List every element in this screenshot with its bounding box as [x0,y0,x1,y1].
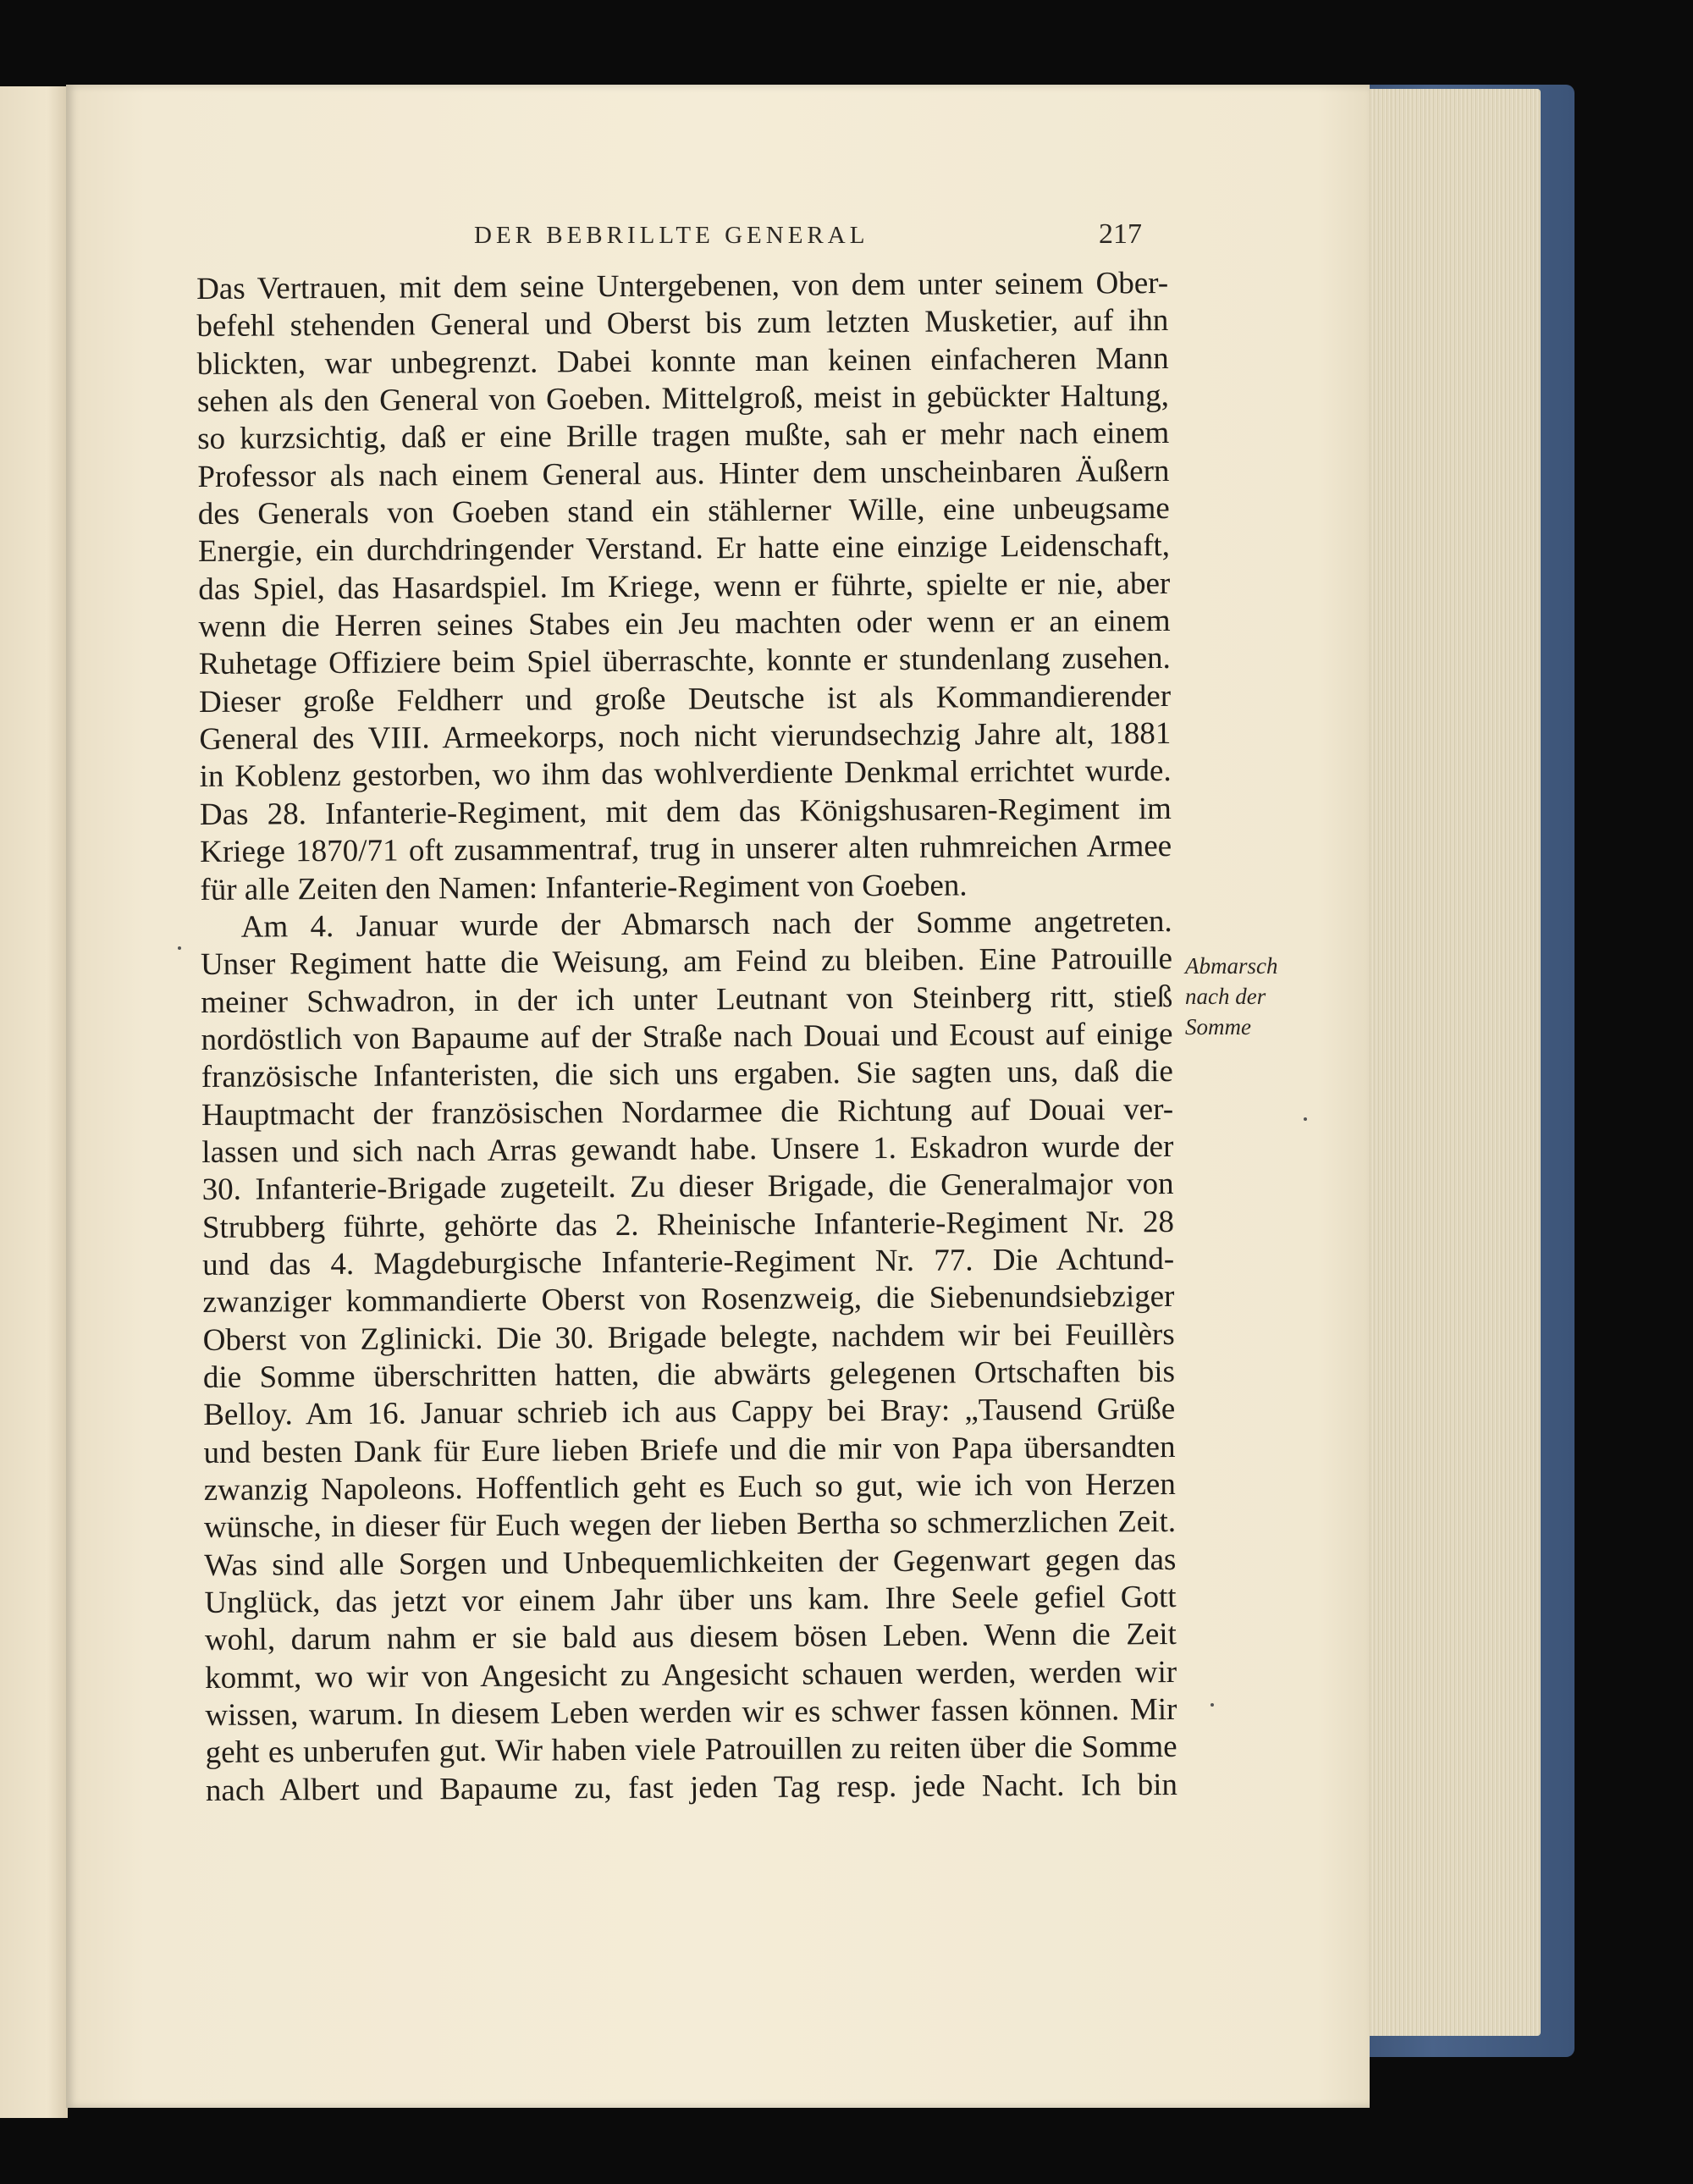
text-line: in Koblenz gestorben, wo ihm das wohlverdiente Denkmal errichtet wurde. [199,753,1172,795]
margin-note-line: Abmarsch [1185,953,1278,979]
text-line: Unser Regiment hatte die Weisung, am Feind zu bleiben. Eine Patrouille [200,941,1173,983]
text-line: wünsche, in dieser für Euch wegen der lieben Bertha so schmerzlichen Zeit. [203,1504,1177,1546]
text-line: Kriege 1870/71 oft zusammentraf, trug in unserer alten ruhmreichen Armee [200,829,1172,870]
text-line: befehl stehenden General und Oberst bis zum letzten Musketier, auf ihn [196,303,1169,345]
text-line: sehen als den General von Goeben. Mittelgroß, meist in gebückter Haltung, [196,378,1170,420]
text-line: Am 4. Januar wurde der Abmarsch nach der Somme angetreten. [240,903,1172,945]
text-line: Strubberg führte, gehörte das 2. Rheinische Infanterie-Regiment Nr. 28 [201,1204,1175,1245]
text-line: Professor als nach einem General aus. Hinter dem unscheinbaren Äußern [197,453,1170,494]
text-line: blickten, war unbegrenzt. Dabei konnte man keinen einfacheren Mann [196,340,1169,382]
text-line: kommt, wo wir von Angesicht zu Angesicht schauen werden, werden wir [205,1654,1177,1696]
text-line: geht es unberufen gut. Wir haben viele Patrouillen zu reiten über die Somme [205,1729,1177,1771]
text-line: nach Albert und Bapaume zu, fast jeden Tag resp. jede Nacht. Ich bin [205,1767,1178,1808]
text-line: das Spiel, das Hasardspiel. Im Kriege, wenn er führte, spielte er nie, aber [198,565,1171,607]
page-edges [1342,89,1541,2036]
page-speck [178,946,181,950]
text-line: General des VIII. Armeekorps, noch nicht vierundsechzig Jahre alt, 1881 [199,716,1172,758]
running-title: DER BEBRILLTE GENERAL [474,222,869,249]
text-line: Oberst von Zglinicki. Die 30. Brigade belegte, nachdem wir bei Feuillèrs [202,1316,1175,1358]
margin-note-line: nach der [1185,984,1266,1009]
text-line: zwanziger kommandierte Oberst von Rosenzweig, die Siebenundsiebziger [202,1279,1175,1321]
page-speck [1304,1117,1307,1121]
text-line: 30. Infanterie-Brigade zugeteilt. Zu dieser Brigade, die Generalmajor von [201,1166,1174,1208]
text-line: und das 4. Magdeburgische Infanterie-Regiment Nr. 77. Die Achtund- [202,1241,1175,1282]
text-line: meiner Schwadron, in der ich unter Leutnant von Steinberg ritt, stieß [201,979,1173,1020]
page-number: 217 [1099,218,1142,250]
body-text [196,265,1177,1810]
page-speck [1210,1703,1214,1707]
margin-note [1185,951,1278,1042]
text-line: Das Vertrauen, mit dem seine Untergebenen, von dem unter seinem Ober- [196,265,1169,306]
text-line: Belloy. Am 16. Januar schrieb ich aus Cappy bei Bray: „Tausend Grüße [203,1392,1176,1433]
text-line: Was sind alle Sorgen und Unbequemlichkeiten der Gegenwart gegen das [204,1541,1177,1583]
text-line: die Somme überschritten hatten, die abwärts gelegenen Ortschaften bis [202,1354,1176,1395]
text-line: Das 28. Infanterie-Regiment, mit dem das Königshusaren-Regiment im [199,791,1172,832]
text-line: und besten Dank für Eure lieben Briefe und die mir von Papa übersandten [203,1429,1176,1470]
text-line: Hauptmacht der französischen Nordarmee die Richtung auf Douai ver- [201,1091,1174,1133]
text-line: des Generals von Goeben stand ein stählerner Wille, eine unbeugsame [197,491,1170,532]
text-line: lassen und sich nach Arras gewandt habe. Unsere 1. Eskadron wurde der [201,1128,1174,1170]
text-line: nordöstlich von Bapaume auf der Straße nach Douai und Ecoust auf einige [201,1016,1173,1057]
text-line: Energie, ein durchdringender Verstand. Er hatte eine einzige Leidenschaft, [197,528,1171,570]
text-line: wissen, warum. In diesem Leben werden wir es schwer fassen können. Mir [205,1692,1177,1734]
previous-page-edge [0,86,68,2118]
text-line: Unglück, das jetzt vor einem Jahr über uns kam. Ihre Seele gefiel Gott [204,1579,1177,1621]
text-line: französische Infanteristen, die sich uns ergaben. Sie sagten uns, daß die [201,1054,1173,1095]
text-line: zwanzig Napoleons. Hoffentlich geht es Euch so gut, wie ich von Herzen [203,1466,1176,1508]
text-line: so kurzsichtig, daß er eine Brille tragen mußte, sah er mehr nach einem [197,416,1170,457]
text-line: Dieser große Feldherr und große Deutsche ist als Kommandierender [198,678,1172,720]
text-line: für alle Zeiten den Namen: Infanterie-Regiment von Goeben. [200,867,968,907]
text-line: wenn die Herren seines Stabes ein Jeu machten oder wenn er an einem [198,604,1171,645]
text-line: Ruhetage Offiziere beim Spiel überraschte, konnte er stundenlang zusehen. [198,641,1171,682]
text-line: wohl, darum nahm er sie bald aus diesem bösen Leben. Wenn die Zeit [204,1617,1177,1658]
margin-note-line: Somme [1185,1014,1251,1040]
